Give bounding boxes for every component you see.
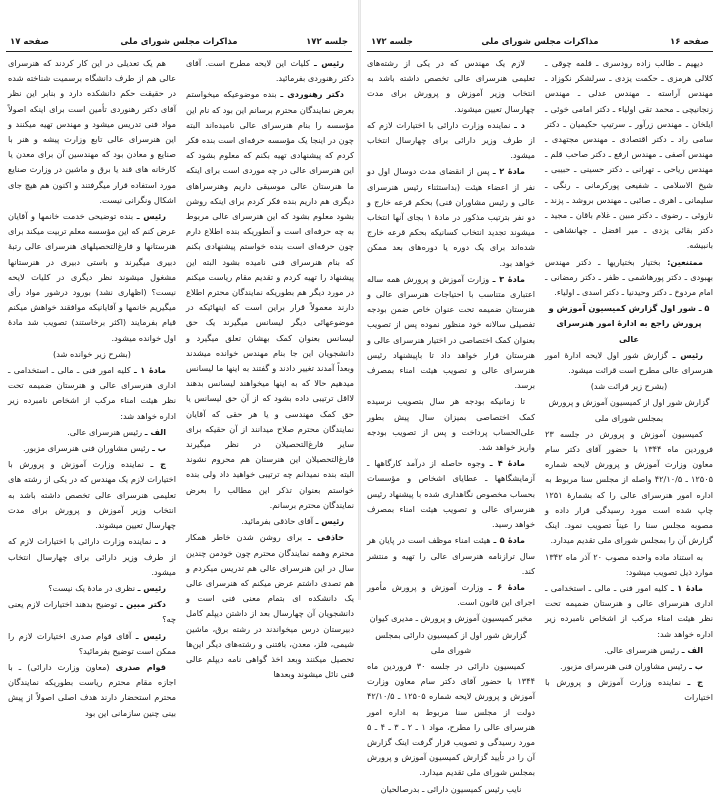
speaker-label: ب ـ: [689, 660, 703, 671]
paragraph-text: هم یک تعدیلی در این کار کردند که هنرسرای عالی هم از طرف دانشگاه برسمیت شناخته شده در حقیقت حکم دانشکده دارد و بنابر این نظر آقای دکتر رهنوردی تأمین است برای اینکه اصولاً مواد فنی تدریس میشود و مهندس تهیه میکنند و این هنرسرای عالی تابع وزارت پیشه و هنر با صنایع و معادن بود که مهندسین آن برای معدن یا کارخانه های قند یا برق و ماشین در وزارت صنایع مورد استفاده قرار میگرفتند و اکنون هم هیچ جای اشکال ونگرانی نیست.: [8, 58, 176, 205]
paragraph: [545, 675, 713, 705]
paragraph: [8, 660, 176, 721]
speaker-label: دکتر مبین ـ: [120, 599, 166, 610]
paragraph-text: نماینده وزارت آموزش و پرورش با اختیارات لازم یک مهندس که در یکی از رشته های تعلیمی هنرسرای عالی تخصص داشته باشد به انتخاب وزیر آموزش و پرورش برای مدت چهارسال تعیین میشوند.: [8, 459, 176, 531]
paragraph: [8, 581, 176, 596]
paragraph-text: گزارش شور اول از کمیسیون آموزش و پرورش بمجلس شورای ملی: [548, 397, 710, 423]
paragraph: [8, 534, 176, 580]
speaker-label: د ـ: [155, 536, 166, 547]
speaker-label: مادهٔ ۶ ـ: [488, 581, 525, 592]
speaker-label: رئیس ـ: [315, 516, 344, 527]
paragraph-text: نظری در مادهٔ یک نیست؟: [48, 582, 136, 593]
left-page: [0, 0, 358, 718]
paragraph-text: پس از انقضای مدت دوسال اول دو نفر از اعضاء هیئت (بداستثناء رئیس هنرسرای عالی و رئیس مشاوران فنی) بحکم قرعه خارج و دو نفر بترتیب مذکور در مادهٔ ۱ بجای آنها انتخاب میشوند تجدید انتخاب کسانیکه بحکم قرعه خارج شده‌اند برای یک دوره یا دوره‌های بعد ممکن خواهد بود.: [367, 166, 536, 268]
paragraph: [8, 425, 176, 440]
speaker-label: رئیس ـ: [135, 630, 167, 641]
paragraph: [186, 514, 354, 529]
speaker-label: ممتنعین:: [667, 256, 703, 267]
paragraph-text: تا زمانیکه بودجه هر سال بتصویب نرسیده کمک اختصاصی بمیزان سال پیش بطور علی‌الحساب پرداخت و پس از تصویب بودجه واریز خواهد شد.: [367, 396, 535, 453]
paragraph: [545, 379, 713, 394]
paragraph: [8, 209, 176, 346]
speaker-label: مادهٔ ۵ ـ: [493, 535, 525, 546]
paragraph-text: کمیسیون آموزش و پرورش در جلسه ۲۳ فروردین ماه ۱۳۴۴ با حضور آقای دکتر سام معاون وزارت آموزش و پرورش لایحه شماره ۱۲۵۰۵ ـ ۴۲/۱۰/۵ واصله از مجلس سنا مربوط به اداره امور هنرسرای عالی را که بشمارهٔ ۱۲۵۱ چاپ شده است مورد رسیدگی قرار داده و مصوبه مجلس سنا را عیناً تصویب نمود. اینک گزارش آن را بمجلس شورای ملی تقدیم میدارد.: [545, 428, 713, 546]
page-number: صفحه ۱۶: [670, 37, 709, 47]
speaker-label: مادهٔ ۲ ـ: [492, 166, 525, 177]
paragraph-text: لازم یک مهندس که در یکی از رشته‌های تعلیمی هنرسرای عالی تخصص داشته باشد به انتخاب وزیر آموزش و پرورش برای مدت چهارسال تعیین میشوند.: [367, 58, 535, 114]
speaker-label: مادهٔ ۱ ـ: [670, 582, 703, 593]
speaker-label: مادهٔ ۴ ـ: [489, 458, 525, 469]
page-header: [367, 37, 713, 52]
speaker-label: رئیس ـ: [137, 582, 166, 593]
running-title: مذاکرات مجلس شورای ملی: [120, 37, 238, 47]
paragraph: [367, 456, 535, 532]
paragraph: [186, 530, 354, 682]
paragraph-text: گزارش شور اول لایحه ادارهٔ امور هنرسرای عالی مطرح است قرائت میشود.: [545, 349, 713, 376]
paragraph: [367, 628, 535, 658]
paragraph-text: وزارت آموزش و پرورش مأمور اجرای این قانون است.: [367, 581, 535, 608]
paragraph-text: وجوه حاصله از درآمد کارگاهها ـ آزمایشگاهها ـ عطایای اشخاص و مؤسسات بحساب مخصوص نگاهداری شده با پیشنهاد رئیس هنرسرای عالی و تصویب هیئت امناء بمصرف خواهد رسید.: [367, 458, 535, 530]
paragraph: [8, 56, 176, 208]
paragraph-text: رئیس هنرسرای عالی.: [604, 644, 680, 655]
paragraph: [8, 363, 176, 424]
paragraph-text: گزارش شور اول از کمیسیون دارائی بمجلس شورای ملی: [375, 629, 527, 655]
paragraph: [8, 441, 176, 456]
paragraph-text: مخبر کمیسیون آموزش و پرورش ـ مدیری کیوان: [369, 613, 533, 624]
paragraph-text: کلیات این لایحه مطرح است. آقای دکتر رهنوردی بفرمائید.: [186, 58, 354, 84]
paragraph: [8, 457, 176, 533]
paragraph: [545, 643, 713, 658]
paragraph: [367, 118, 535, 164]
speaker-label: الف ـ: [681, 644, 703, 655]
paragraph-text: هیئت امناء موظف است در پایان هر سال ترازنامه هنرسرای عالی را تهیه و منتشر کند.: [367, 535, 535, 576]
speaker-label: مادهٔ ۳ ـ: [492, 273, 525, 284]
paragraph: [367, 611, 535, 626]
paragraph: [367, 782, 535, 797]
paragraph-text: ۵ ـ شور اول گزارش کمیسیون آموزش و پرورش راجع به ادارهٔ امور هنرسرای عالی: [548, 303, 710, 344]
text-column: [367, 56, 535, 798]
paragraph-text: دیهیم ـ طالب زاده رودسری ـ قلمه چوقی ـ کلالی هرمزی ـ حکمت یزدی ـ سرلشکر نکوزاد ـ مهندس آراسته ـ مهندس عدلی ـ مهندس زنجانیچی ـ محمد تقی اولیاء ـ دکتر امامی خوئی ـ ایلخان ـ مهندس زرآور ـ سرتیپ حکیمیان ـ دکتر سامی راد ـ دکتر اقتصادی ـ مهندس مجتهدی ـ مهندس آصفی ـ مهندس ارفع ـ دکتر صاحب قلم ـ مهندس ریاحی ـ تهرانی ـ دکتر حسینی ـ حبیبی ـ شیخ الاسلامی ـ شفیعی پورکرمانی ـ رنگی ـ سلیمانی ـ اهری ـ صائبی ـ مهندس بروشد ـ پزند ـ نازوئی ـ رضوی ـ دکتر مبین ـ غلام باقان ـ مجید ـ دکتر بقائی یزدی ـ میر افضل ـ جهانشاهی ـ بانبیشه.: [545, 58, 713, 251]
paragraph-text: کمیسیون دارائی در جلسه ۳۰ فروردین ماه ۱۳۴۴ با حضور آقای دکتر سام معاون وزارت آموزش و پرورش لایحه شماره ۱۲۵۰۵ ـ ۴۲/۱۰/۵ دولت از مجلس سنا مربوط به اداره امور هنرسرای عالی را مطرح، مواد ۱ ـ ۲ ـ ۳ ـ ۴ ـ ۵ مورد رسیدگی و تصویب قرار گرفت اینک گزارش آن را در تأیید گزارش کمیسیون آموزش و پرورش بمجلس شورای ملی تقدیم میدارد.: [367, 660, 536, 778]
session-number: جلسه ۱۷۲: [306, 37, 348, 47]
paragraph-text: رئیس هنرسرای عالی.: [67, 426, 143, 437]
session-number: جلسه ۱۷۲: [371, 37, 413, 47]
paragraph-text: (بشرح زیر قرائت شد): [590, 381, 668, 392]
paragraph: [367, 272, 535, 394]
speaker-label: الف ـ: [144, 426, 166, 437]
paragraph: [545, 550, 713, 580]
speaker-label: دکتر رهنوردی ـ: [280, 89, 344, 100]
paragraph: [367, 580, 535, 610]
paragraph: [367, 659, 535, 781]
paragraph-text: کلیه امور فنی ـ مالی ـ استخدامی ـ اداری هنرسرای عالی و هنرستان ضمیمه تحت نظر هیئت امناء مرکب از اشخاص نامبرده زیر اداره خواهد شد:: [8, 365, 176, 421]
paragraph-text: به استناد ماده واحده مصوب ۲۰ آذر ماه ۱۳۴۲ موارد ذیل تصویب میشود:: [545, 551, 713, 577]
page-header: [6, 37, 352, 52]
paragraph-text: برای روشن شدن خاطر همکار محترم وهمه نمایندگان محترم چون خودمن چندین سال در این هنرسرای عالی هم تدریس میکردم و هم تصدی داشتم عرض میکنم که هنرسرای عالی یک دانشکده ای بتمام معنی فنی است و دانشجویان آن چهارسال بعد از داشتن دیپلم کامل دبیرستان درس میخواندند در رشته برق، ماشین شیمی، فلز، معدن، بافتنی و رشته‌های دیگر این‌ها تحصیل میکنند وبعد اخذ گواهی نامه دیپلم عالی فنی نائل میشوند وبعدها: [186, 532, 354, 680]
speaker-label: د ـ: [514, 119, 525, 130]
paragraph: [367, 164, 535, 270]
paragraph: [545, 56, 713, 254]
speaker-label: حاذقی ـ: [308, 532, 344, 543]
paragraph: [186, 56, 354, 86]
paragraph-text: رئیس مشاوران فنی هنرسرای مزبور.: [23, 443, 150, 454]
speaker-label: ج ـ: [687, 677, 703, 688]
paragraph-text: وزارت آموزش و پرورش همه ساله اعتباری متناسب با احتیاجات هنرسرای عالی و هنرستان ضمیمه تحت عنوان خاص ضمن بودجه تفصیلی سالانه خود منظور نموده پس از تصویب بعنوان کمک اختصاصی در اختیار هنرسرای عالی و هنرستان قرار خواهد داد تا باپیشنهاد رئیس هنرسرای عالی و تصویب هیئت امناء بمصرف برسد.: [367, 273, 535, 391]
paragraph: [8, 347, 176, 362]
speaker-label: قوام صدری: [115, 661, 166, 672]
paragraph-text: نماینده وزارت دارائی با اختیارات لازم که از طرف وزیر دارائی برای چهارسال انتخاب میشود.: [8, 536, 176, 577]
page-number: صفحه ۱۷: [10, 37, 49, 47]
paragraph-text: (معاون وزارت دارائی) ـ با اجازه مقام محترم ریاست بطوریکه نمایندگان محترم استحضار دارند هدف اصلی اصولاً از پیش بینی چنین سازمانی این بود: [8, 661, 176, 718]
paragraph-text: بختیار بختیاریها ـ دکتر مهندس بهبودی ـ دکتر پورهاشمی ـ ظفر ـ دکتر رمضانی ـ امام مردوخ ـ دکتر وحیدنیا ـ دکتر اسدی ـ اولیاء.: [545, 256, 713, 298]
right-page: [361, 0, 719, 794]
running-title: مذاکرات مجلس شورای ملی: [481, 37, 599, 47]
paragraph: [545, 427, 713, 549]
speaker-label: رئیس ـ: [136, 211, 166, 222]
paragraph-text: بنده توضیحی خدمت خانمها و آقایان عرض کنم که این مؤسسه معلم تربیت میکند برای هنرستانها و فارغ‌التحصیلهای هنرسرای عالی رتبهٔ دبیری میگیرند و باستی دبیری در هنرستانها مشغول میشوند نظر دیگری در کلیات لایحه نیست؟ (اظهاری نشد) بورود درشور مواد رأی میگیریم خانمها و آقایانیکه موافقند خواهش میکنم قیام بفرمایند (اکثر برخاستند) تصویب شد مادهٔ اول خوانده میشود.: [8, 211, 176, 343]
paragraph: [545, 395, 713, 425]
paragraph: [545, 301, 713, 347]
paragraph-text: آقای حاذقی بفرمائید.: [241, 516, 314, 527]
text-column: [8, 56, 176, 722]
paragraph: [186, 87, 354, 513]
paragraph: [8, 597, 176, 627]
paragraph-text: آقای قوام صدری اختیارات لازم را ممکن است توضیح بفرمائید؟: [8, 630, 176, 656]
paragraph: [367, 56, 535, 117]
paragraph: [367, 394, 535, 455]
paragraph: [367, 533, 535, 579]
paragraph: [8, 629, 176, 659]
paragraph-text: رئیس مشاوران فنی هنرسرای مزبور.: [560, 660, 687, 671]
paragraph-text: (بشرح زیر خوانده شد): [53, 348, 131, 359]
paragraph-text: بنده موضوعیکه میخواستم بعرض نمایندگان محترم برسانم این بود که نام این مؤسسه را بنام هنرسرای عالی نامیده‌اند البته چون در اینجا یک مؤسسه حرفه‌ای است بنده فکر کردم که پیشنهادی تهیه بکنم که معلوم بشود که این هنرسرای عالی در چه موردی است برای اینکه ما هنرستان عالی موسیقی داریم وهنرسراهای دیگری هم داریم بنده فکر کردم برای اینکه روشن بشود معلوم بشود که این هنرسرای عالی مربوط به چه حرفه‌ای است و آنطوریکه بنده اطلاع دارم چون حرفه‌ای است بنده خواستم پیشنهادی بکنم که بنام هنرسرای فنی نامیده بشود البته این پیشنهاد را تهیه کردم و تقدیم مقام ریاست میکنم در مورد دیگر هم بطوریکه نمایندگان محترم اطلاع دارند معمولاً قرار براین است که اینهائیکه در موضوعهائی دیگر لیسانس میگیرند یک حق لیسانس بعنوان کمک بهشان تعلق میگیرد و دانشجویان این جا بنام مهندس خوانده میشدند وبعداً آمدند تغییر دادند و گفتند به اینها ما لیسانس میدهیم حالا که به اینها میخواهند لیسانس بدهند لااقل ترتیبی داده بشود که از آن حق لیسانس یا حق کمک مهندسی و یا هر حقی که آقایان نمایندگان محترم صلاح میدانند از آن حقیکه برای سایر فارغ‌التحصیلان در نظر میگیرند فارغ‌التحصیلان این هنرستان هم محروم نشوند البته بنده نمیدانم چه ترتیبی خواهید داد ولی بنده خواستم بعنوان تذکر این مطالب را بعرض نمایندگان محترم برسانم.: [186, 89, 354, 510]
text-column: [186, 56, 354, 683]
paragraph: [545, 581, 713, 642]
text-column: [545, 56, 713, 707]
paragraph-text: توضیح بدهند اختیارات لازم یعنی چه؟: [8, 599, 176, 625]
paragraph: [545, 348, 713, 378]
paragraph-text: نایب رئیس کمیسیون دارائی ـ بدرصالحیان: [380, 783, 522, 794]
speaker-label: ب ـ: [152, 443, 166, 454]
paragraph-text: کلیه امور فنی ـ مالی ـ استخدامی ـ اداری هنرسرای عالی و هنرستان ضمیمه تحت نظر هیئت امناء مرکب از اشخاص نامبرده زیر اداره خواهد شد:: [545, 582, 713, 639]
paragraph: [545, 255, 713, 301]
speaker-label: مادهٔ ۱ ـ: [133, 365, 166, 376]
paragraph: [545, 659, 713, 674]
paragraph-text: نماینده وزارت آموزش و پرورش با اختیارات: [545, 677, 713, 703]
paragraph-text: نماینده وزارت دارائی با اختیارات لازم که از طرف وزیر دارائی برای چهارسال انتخاب میشود.: [367, 119, 535, 161]
speaker-label: رئیس ـ: [672, 349, 703, 360]
speaker-label: رئیس ـ: [314, 58, 345, 68]
speaker-label: ج ـ: [150, 459, 166, 470]
